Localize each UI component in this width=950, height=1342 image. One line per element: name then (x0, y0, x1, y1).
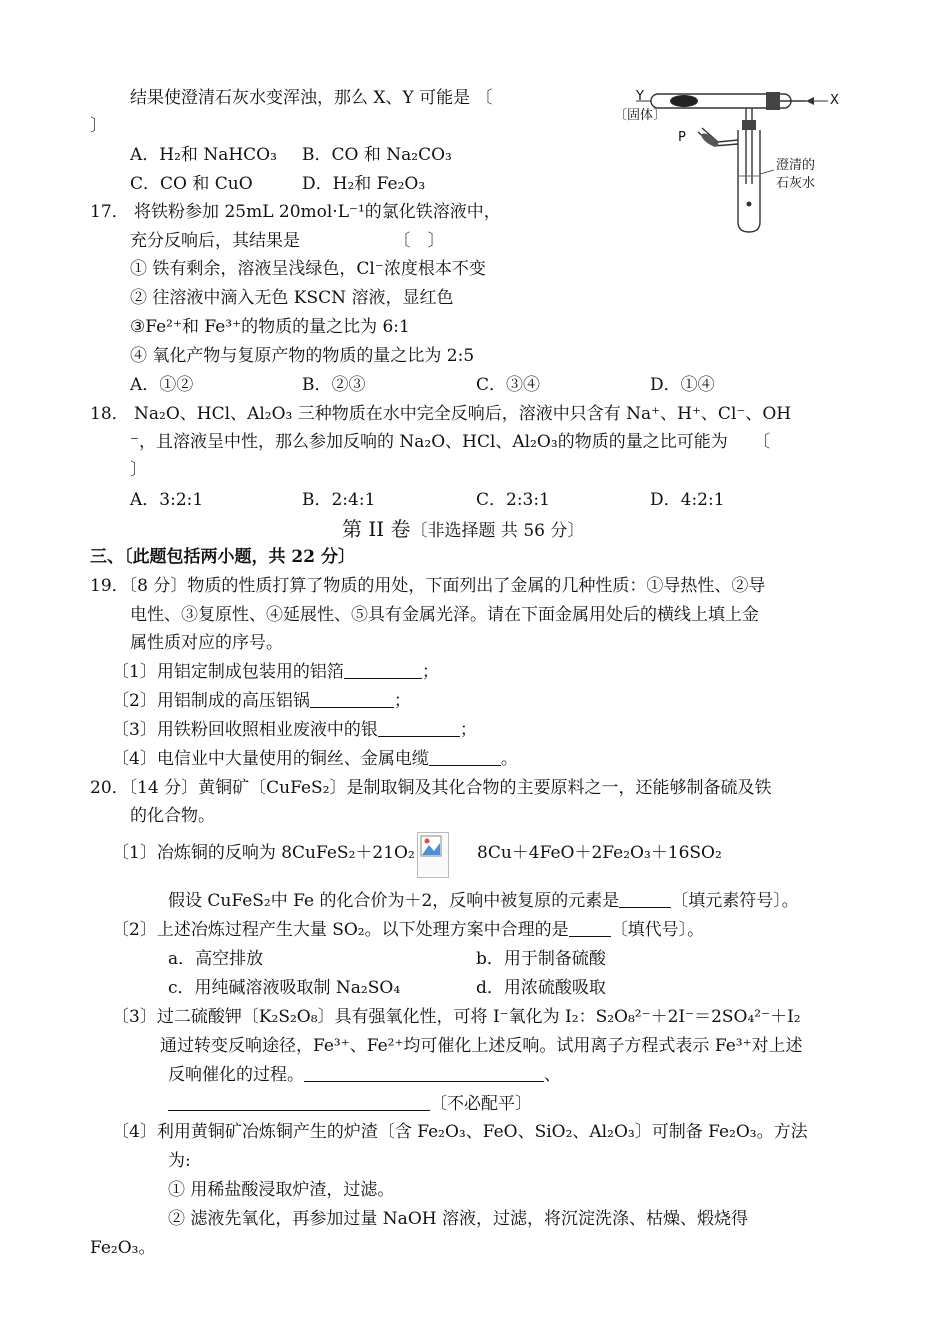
q18-line-3: 〕 (130, 460, 147, 480)
figure-label-x: X (830, 93, 839, 108)
q19-item-3-blank[interactable] (378, 718, 460, 737)
q17-statement-2: ② 往溶液中滴入无色 KSCN 溶液，显红色 (130, 288, 454, 308)
q19-item-1 (112, 660, 439, 684)
q20-part3-line-2: 通过转变反响途径，Fe³⁺、Fe²⁺均可催化上述反响。试用离子方程式表示 Fe³⁺对上述 (160, 1036, 803, 1056)
q20-part2-option-a: a．高空排放 (168, 949, 264, 969)
figure-label-lime-2: 石灰水 (776, 176, 816, 191)
part2-heading (342, 515, 584, 545)
figure-label-solid: 〔固体〕 (614, 108, 667, 123)
q19-item-4 (112, 747, 518, 771)
part2-title: 第 II 卷 (342, 517, 411, 541)
broken-image-icon (420, 835, 442, 857)
q19-item-4-text: 〔4〕电信业中大量使用的铜丝、金属电缆 (112, 749, 429, 769)
q19-item-1-blank[interactable] (344, 660, 422, 679)
q20-part3-line-1: 〔3〕过二硫酸钾〔K₂S₂O₈〕具有强氧化性，可将 I⁻氧化为 I₂：S₂O₈²⁻＋2I⁻＝2SO₄²⁻＋I₂ (112, 1007, 801, 1027)
q18-option-b: B．2:4:1 (302, 490, 376, 510)
figure-label-lime-1: 澄清的 (776, 158, 816, 173)
q16-option-d: D．H₂和 Fe₂O₃ (302, 174, 426, 194)
q20-part4-step-1: ① 用稀盐酸浸取炉渣，过滤。 (168, 1180, 395, 1200)
q20-part4-line-2: 为: (168, 1151, 191, 1171)
figure-label-y: Y (636, 89, 644, 104)
q20-part3-line-3 (168, 1063, 561, 1087)
q17-option-a: A．①② (130, 375, 194, 395)
q19-item-3 (112, 718, 477, 742)
q20-part1-question (168, 889, 799, 913)
q19-line-2: 电性、③复原性、④延展性、⑤具有金属光泽。请在下面金属用处后的横线上填上金 (130, 605, 759, 625)
q19-item-2-text: 〔2〕用铝制成的高压铝锅 (112, 691, 310, 711)
q20-part4-line-1: 〔4〕利用黄铜矿冶炼铜产生的炉渣〔含 Fe₂O₃、FeO、SiO₂、Al₂O₃〕可制备 Fe₂O₃。方法 (112, 1122, 808, 1142)
q17-stem-2: 充分反响后，其结果是 〔 〕 (130, 231, 445, 251)
section3-title: 三、〔此题包括两小题，共 22 分〕 (90, 547, 355, 567)
q20-line-2: 的化合物。 (130, 806, 215, 826)
q20-part1-question-tail: 〔填元素符号〕。 (671, 891, 799, 911)
q20-part4-step-2-cont: Fe₂O₃。 (90, 1238, 156, 1258)
q20-part3-tail: 〔不必配平〕 (430, 1094, 532, 1114)
q20-part1-equation-right: 8Cu＋4FeO＋2Fe₂O₃＋16SO₂ (477, 843, 722, 863)
q16-option-b: B．CO 和 Na₂CO₃ (302, 145, 452, 165)
q16-option-a: A．H₂和 NaHCO₃ (130, 145, 277, 165)
q18-line-1: 18． Na₂O、HCl、Al₂O₃ 三种物质在水中完全反响后，溶液中只含有 Na⁺、H⁺、Cl⁻、OH (90, 404, 792, 424)
q19-item-2-blank[interactable] (310, 689, 394, 708)
q16-option-c: C．CO 和 CuO (130, 174, 253, 194)
q20-part3-separator: 、 (544, 1065, 561, 1085)
q17-statement-4: ④ 氧化产物与复原产物的物质的量之比为 2:5 (130, 346, 475, 366)
q20-part1-blank[interactable] (619, 889, 671, 908)
q18-line-2: ⁻，且溶液呈中性，那么参加反响的 Na₂O、HCl、Al₂O₃的物质的量之比可能为 〔 (130, 432, 771, 452)
q16-stem-close: 〕 (90, 116, 107, 136)
q19-line-1: 19．〔8 分〕物质的性质打算了物质的用处，下面列出了金属的几种性质：①导热性、②导 (90, 576, 766, 596)
q19-item-2-semi: ； (393, 691, 411, 711)
q19-line-3: 属性质对应的序号。 (130, 633, 283, 653)
q17-stem-1: 17． 将铁粉参加 25mL 20mol·L⁻¹的氯化铁溶液中， (90, 202, 501, 222)
part2-note: 〔非选择题 共 56 分〕 (410, 521, 585, 541)
figure-label-p: P (678, 130, 686, 145)
q20-part3-blank-2[interactable] (168, 1092, 430, 1111)
q20-part2-question (112, 918, 704, 942)
q20-part1-question-text: 假设 CuFeS₂中 Fe 的化合价为＋2，反响中被复原的元素是 (168, 891, 620, 911)
q16-apparatus-figure (606, 84, 846, 236)
q18-option-d: D．4:2:1 (650, 490, 725, 510)
q19-item-4-blank[interactable] (429, 747, 501, 766)
q20-part3-blank-1[interactable] (304, 1063, 544, 1082)
q20-part1-equation-left: 〔1〕冶炼铜的反响为 8CuFeS₂＋21O₂ (112, 843, 415, 863)
q20-part3-line-3-text: 反响催化的过程。 (168, 1065, 304, 1085)
q19-item-3-semi: ； (459, 720, 477, 740)
q20-reaction-condition-image (417, 832, 449, 878)
q20-part4-step-2: ② 滤液先氧化，再参加过量 NaOH 溶液，过滤，将沉淀洗涤、枯燥、煅烧得 (168, 1209, 748, 1229)
q19-item-1-semi: ； (421, 662, 439, 682)
q19-item-1-text: 〔1〕用铝定制成包装用的铝箔 (112, 662, 344, 682)
q20-part2-option-b: b．用于制备硫酸 (476, 949, 606, 969)
q17-statement-1: ① 铁有剩余，溶液呈浅绿色，Cl⁻浓度根本不变 (130, 259, 486, 279)
q20-line-1: 20．〔14 分〕黄铜矿〔CuFeS₂〕是制取铜及其化合物的主要原料之一，还能够制备硫及铁 (90, 778, 772, 798)
q20-part2-question-tail: 〔填代号〕。 (610, 920, 705, 940)
q18-option-c: C．2:3:1 (476, 490, 550, 510)
q17-statement-3: ③Fe²⁺和 Fe³⁺的物质的量之比为 6:1 (130, 317, 410, 337)
q20-part2-option-c: c．用纯碱溶液吸取制 Na₂SO₄ (168, 978, 401, 998)
q17-option-b: B．②③ (302, 375, 366, 395)
q19-item-2 (112, 689, 411, 713)
q20-part3-line-4 (168, 1092, 532, 1116)
q17-option-c: C．③④ (476, 375, 541, 395)
q19-item-4-period: 。 (500, 749, 518, 769)
q16-stem: 结果使澄清石灰水变浑浊，那么 X、Y 可能是 〔 (130, 88, 493, 108)
q20-part2-option-d: d．用浓硫酸吸取 (476, 978, 606, 998)
q19-item-3-text: 〔3〕用铁粉回收照相业废液中的银 (112, 720, 378, 740)
q17-option-d: D．①④ (650, 375, 715, 395)
q18-option-a: A．3:2:1 (130, 490, 204, 510)
q20-part2-question-text: 〔2〕上述冶炼过程产生大量 SO₂。以下处理方案中合理的是 (112, 920, 569, 940)
q20-part2-blank[interactable] (569, 918, 611, 937)
